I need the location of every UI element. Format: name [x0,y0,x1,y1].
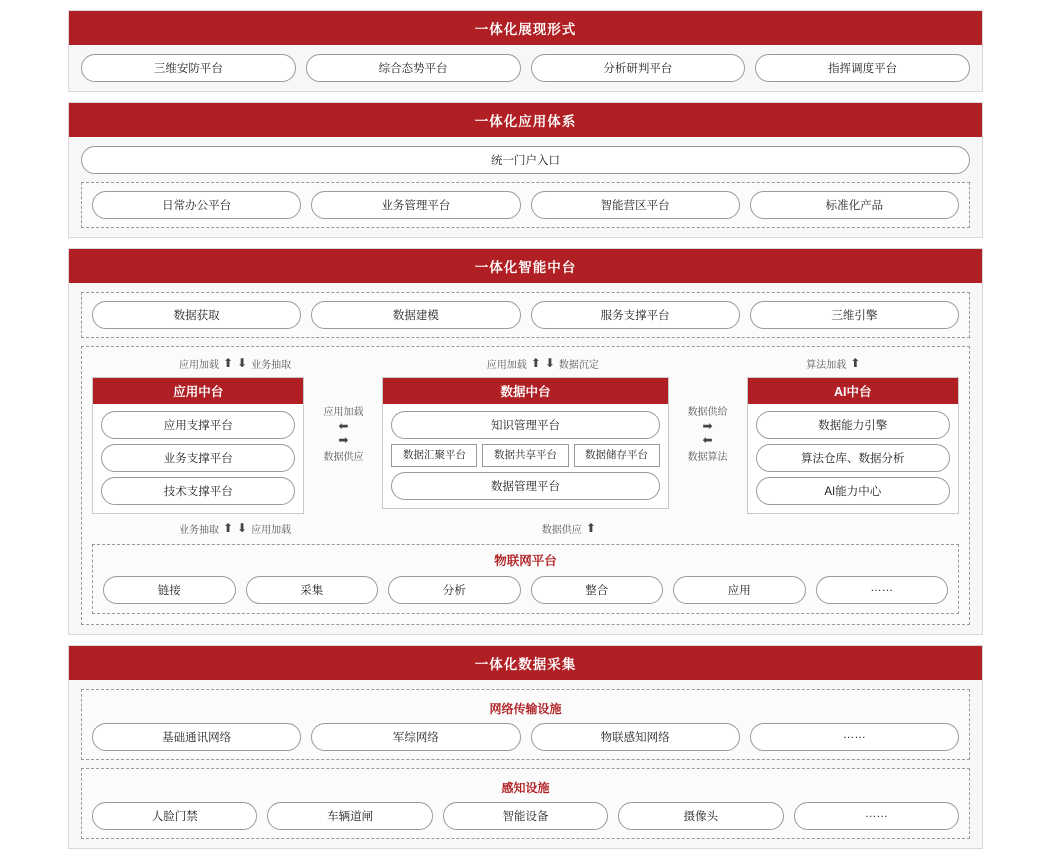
ai-center-title: AI中台 [748,378,958,404]
arrow-label-data-supply-3: 数据供应 [541,524,582,536]
data-center-middle-item[interactable]: 数据汇聚平台 [391,444,477,467]
sensing-facility-group [81,768,970,839]
arrow-label-business-extract-2: 业务抽取 [178,524,219,536]
sensing-items-row [92,802,959,830]
network-item[interactable]: 基础通讯网络 [92,723,301,751]
application-item[interactable]: 业务管理平台 [311,191,520,219]
data-center-bottom-item[interactable]: 数据管理平台 [391,472,659,500]
data-center-middle-item[interactable]: 数据共享平台 [482,444,568,467]
arrow-right-icon: ➡ [338,433,349,447]
iot-items-row [103,576,948,604]
network-item[interactable]: 军综网络 [311,723,520,751]
section-middle-platform [68,248,983,635]
arrow-left-icon: ⬅ [702,433,713,447]
arrow-up-icon: ⬆ [585,521,596,535]
arrow-up-icon: ⬆ [850,356,861,370]
iot-platform-group [92,544,959,614]
sensing-item[interactable]: 智能设备 [443,802,608,830]
app-center-item[interactable]: 业务支撑平台 [101,444,295,472]
arrow-up-icon: ⬆ [222,356,234,370]
middle-top-item[interactable]: 服务支撑平台 [531,301,740,329]
iot-item[interactable]: 分析 [388,576,521,604]
sensing-item[interactable]: 摄像头 [618,802,783,830]
middle-arrows-bottom [92,520,959,536]
network-item[interactable]: 物联感知网络 [531,723,740,751]
middle-arrows-top [92,355,959,371]
connector-label-data-algorithm: 数据算法 [687,452,728,463]
arrow-label-algo-load: 算法加载 [806,359,847,371]
arrow-up-icon: ⬆ [222,521,234,535]
connector-data-to-ai [669,377,747,463]
data-center-title: 数据中台 [383,378,667,404]
iot-item[interactable]: 整合 [531,576,664,604]
arrow-right-icon: ➡ [702,419,713,433]
presentation-item[interactable]: 三维安防平台 [81,54,296,82]
ai-center-items [748,404,958,513]
ai-center-card [747,377,959,514]
application-item[interactable]: 日常办公平台 [92,191,301,219]
iot-item[interactable]: 链接 [103,576,236,604]
section-collection-title: 一体化数据采集 [69,646,982,680]
presentation-items-row [81,54,970,82]
application-item[interactable]: 标准化产品 [750,191,959,219]
sensing-item[interactable]: 车辆道闸 [267,802,432,830]
ai-center-item[interactable]: 算法仓库、数据分析 [756,444,950,472]
sensing-facility-title: 感知设施 [501,781,550,795]
sensing-item-more[interactable]: …… [794,802,959,830]
middle-three-centers [92,377,959,514]
data-center-items [383,404,667,508]
arrow-label-app-load: 应用加载 [178,359,219,371]
presentation-item[interactable]: 指挥调度平台 [755,54,970,82]
unified-portal-entry[interactable]: 统一门户入口 [81,146,970,174]
presentation-item[interactable]: 综合态势平台 [306,54,521,82]
section-collection-body [69,680,982,848]
section-presentation-title: 一体化展现形式 [69,11,982,45]
application-items-row [92,191,959,219]
section-presentation-body [69,45,982,91]
application-items-group [81,182,970,228]
arrow-label-app-load-2: 应用加载 [486,359,527,371]
network-facility-group [81,689,970,760]
arrow-left-icon: ⬅ [338,419,349,433]
iot-platform-title: 物联网平台 [494,554,557,568]
arrow-down-icon: ⬇ [544,356,555,370]
section-application-title: 一体化应用体系 [69,103,982,137]
middle-platform-group [81,346,970,625]
network-item-more[interactable]: …… [750,723,959,751]
section-presentation [68,10,983,92]
iot-item[interactable]: 采集 [246,576,379,604]
arrow-down-icon: ⬇ [237,521,248,535]
connector-label-data-supply-2: 数据供给 [687,407,728,418]
network-facility-title: 网络传输设施 [489,702,562,716]
iot-item-more[interactable]: …… [816,576,949,604]
middle-top-items-group [81,292,970,338]
iot-item[interactable]: 应用 [673,576,806,604]
arrow-down-icon: ⬇ [237,356,248,370]
data-center-middle-row [391,444,659,467]
connector-label-data-supply: 数据供应 [323,452,364,463]
middle-top-item[interactable]: 数据获取 [92,301,301,329]
connector-label-app-load: 应用加载 [323,407,364,418]
data-center-top-item[interactable]: 知识管理平台 [391,411,659,439]
ai-center-item[interactable]: AI能力中心 [756,477,950,505]
middle-top-items-row [92,301,959,329]
data-center-card [382,377,668,509]
application-item[interactable]: 智能营区平台 [531,191,740,219]
app-center-item[interactable]: 技术支撑平台 [101,477,295,505]
arrow-label-app-load-3: 应用加载 [251,524,292,536]
section-middle-body [69,283,982,634]
network-items-row [92,723,959,751]
middle-top-item[interactable]: 三维引擎 [750,301,959,329]
section-application-body [69,137,982,237]
presentation-item[interactable]: 分析研判平台 [531,54,746,82]
middle-top-item[interactable]: 数据建模 [311,301,520,329]
sensing-item[interactable]: 人脸门禁 [92,802,257,830]
section-data-collection [68,645,983,849]
section-application [68,102,983,238]
app-center-item[interactable]: 应用支撑平台 [101,411,295,439]
app-center-card [92,377,304,514]
section-middle-title: 一体化智能中台 [69,249,982,283]
arrow-up-icon: ⬆ [530,356,541,370]
data-center-middle-item[interactable]: 数据储存平台 [574,444,660,467]
connector-app-to-data [304,377,382,463]
app-center-items [93,404,303,513]
ai-center-item[interactable]: 数据能力引擎 [756,411,950,439]
app-center-title: 应用中台 [93,378,303,404]
arrow-label-data-settle: 数据沉定 [558,359,599,371]
arrow-label-business-extract: 业务抽取 [251,359,292,371]
